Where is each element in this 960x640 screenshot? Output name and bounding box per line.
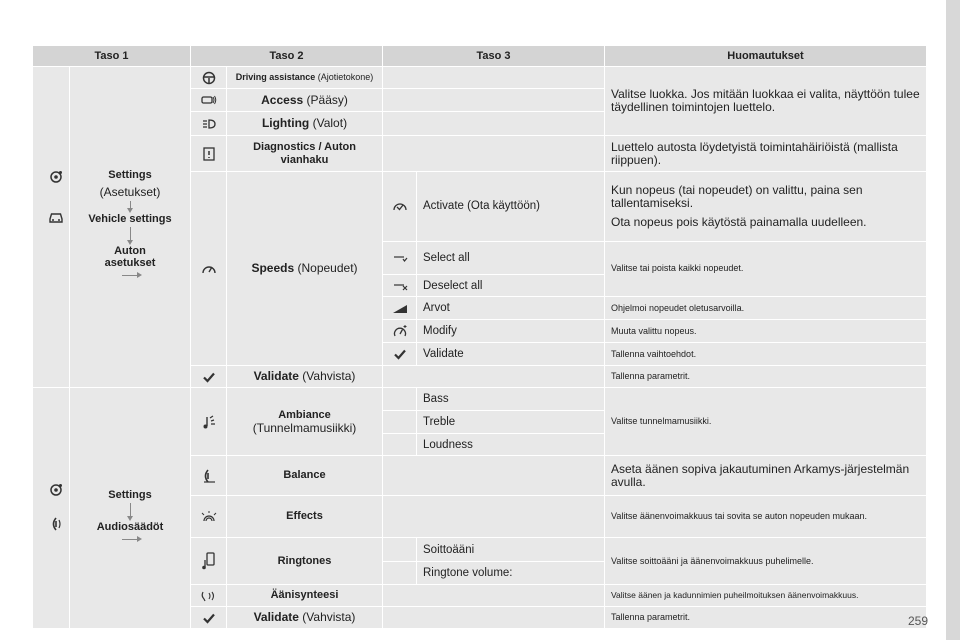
group2-path-cell: [70, 388, 191, 629]
page-edge-strip: [946, 0, 960, 640]
balance-label: Balance: [283, 469, 326, 481]
empty-cell: [383, 112, 605, 136]
note-categories: Valitse luokka. Jos mitään luokkaa ei valita, näyttöön tulee täydellinen toimintojen luettelo.: [605, 67, 927, 136]
arvot-icon-cell: [383, 297, 417, 320]
audiosaadot-label: Audiosäädöt: [96, 520, 164, 533]
modify-speed-icon: [392, 324, 408, 338]
gear-icon: [48, 482, 64, 498]
select-all-icon-cell: [383, 241, 417, 275]
note-arvot: Ohjelmoi nopeudet oletusarvoilla.: [605, 297, 927, 320]
note-modify: Muuta valittu nopeus.: [605, 320, 927, 343]
note-validate: Tallenna parametrit.: [605, 366, 927, 388]
driving-assistance-label: Driving assistance: [235, 72, 316, 82]
music-ambiance-icon: [201, 414, 217, 430]
access-fi: (Pääsy): [306, 92, 348, 107]
activate-label: Activate (Ota käyttöön): [417, 172, 605, 242]
ringtones-label: Ringtones: [277, 554, 332, 567]
group1-settings-fi: (Asetukset): [99, 184, 161, 199]
ambiance-fi: (Tunnelmamusiikki): [252, 421, 357, 435]
lighting-icon-cell: [191, 112, 227, 136]
validate-label: Validate: [253, 369, 299, 383]
note-effects: Valitse äänenvoimakkuus tai sovita se auton nopeuden mukaan.: [605, 496, 927, 538]
note-ambiance: Valitse tunnelmamusiikki.: [605, 388, 927, 456]
note-select: Valitse tai poista kaikki nopeudet.: [605, 241, 927, 297]
speech-synthesis-icon: [200, 590, 218, 602]
validate-cell: [227, 607, 383, 629]
settings-menu-table: [32, 45, 927, 629]
empty-cell: [383, 562, 417, 585]
loudness-label: Loudness: [417, 434, 605, 456]
header-notes: Huomautukset: [605, 46, 927, 67]
table-header-row: [33, 46, 927, 67]
speeds-label: Speeds: [251, 261, 295, 275]
note-activate-2: Ota nopeus pois käytöstä painamalla uudelleen.: [611, 214, 867, 229]
ringtones-cell: [227, 538, 383, 585]
speedometer-check-icon: [392, 199, 408, 213]
validate-fi: (Vahvista): [302, 610, 356, 624]
lighting-fi: (Valot): [312, 116, 348, 130]
validate-fi: (Vahvista): [302, 369, 356, 383]
note-diagnostics: Luettelo autosta löydetyistä toimintahäiriöistä (mallista riippuen).: [605, 136, 927, 172]
note-validate3: Tallenna vaihtoehdot.: [605, 343, 927, 366]
diagnostics-icon: [202, 147, 216, 161]
validate3-label: Validate: [417, 343, 605, 366]
deselect-all-label: Deselect all: [417, 275, 605, 297]
diagnostics-icon-cell: [191, 136, 227, 172]
diagnostics-label: Diagnostics / Auton vianhaku: [227, 136, 383, 172]
driving-assistance-cell: [227, 67, 383, 89]
empty-cell: [383, 585, 605, 607]
arrow-right-icon: [122, 539, 138, 540]
group1-settings-label: Settings: [108, 168, 152, 181]
ambiance-cell: [227, 388, 383, 456]
select-all-label: Select all: [417, 241, 605, 275]
driving-assistance-fi: (Ajotietokone): [317, 72, 374, 82]
checkmark-icon: [203, 612, 215, 624]
page-number: 259: [908, 614, 929, 628]
default-values-icon: [392, 302, 408, 314]
effects-icon-cell: [191, 496, 227, 538]
balance-cell: [227, 456, 383, 496]
empty-cell: [383, 89, 605, 112]
gear-icon: [48, 169, 64, 185]
speedometer-icon: [201, 262, 217, 276]
validate-icon-cell: [191, 366, 227, 388]
table-row: [33, 67, 927, 89]
ringtone-icon: [201, 552, 217, 570]
audio-settings-icon: [49, 516, 63, 532]
sound-effects-icon: [201, 510, 217, 524]
group2-settings-label: Settings: [108, 488, 152, 501]
empty-cell: [383, 538, 417, 562]
empty-cell: [383, 388, 417, 411]
note-balance: Aseta äänen sopiva jakautuminen Arkamys-järjestelmän avulla.: [605, 456, 927, 496]
activate-icon-cell: [383, 172, 417, 242]
soittoaani-label: Soittoääni: [417, 538, 605, 562]
aanisynteesi-icon-cell: [191, 585, 227, 607]
bass-label: Bass: [417, 388, 605, 411]
access-cell: [227, 89, 383, 112]
ambiance-icon-cell: [191, 388, 227, 456]
key-fob-icon: [201, 94, 217, 106]
group1-icons-cell: [33, 67, 70, 388]
note-aanisynteesi: Valitse äänen ja kadunnimien puheilmoituksen äänenvoimakkuus.: [605, 585, 927, 607]
arrow-down-icon: [130, 227, 131, 241]
header-level3: Taso 3: [383, 46, 605, 67]
balance-icon-cell: [191, 456, 227, 496]
checkmark-icon: [394, 348, 406, 360]
deselect-all-icon: [392, 281, 408, 291]
checkmark-icon: [203, 371, 215, 383]
speeds-icon-cell: [191, 172, 227, 366]
note-activate-1: Kun nopeus (tai nopeudet) on valittu, paina sen tallentamiseksi.: [611, 182, 863, 210]
empty-cell: [383, 67, 605, 89]
validate3-icon-cell: [383, 343, 417, 366]
ambiance-label: Ambiance: [278, 409, 331, 421]
headlight-icon: [201, 118, 217, 130]
access-icon-cell: [191, 89, 227, 112]
validate-icon-cell: [191, 607, 227, 629]
vehicle-settings-label: Vehicle settings: [88, 212, 172, 225]
modify-label: Modify: [417, 320, 605, 343]
note-activate-cell: [605, 172, 927, 242]
deselect-all-icon-cell: [383, 275, 417, 297]
empty-cell: [383, 496, 605, 538]
group1-path-cell: [70, 67, 191, 388]
arrow-right-icon: [122, 275, 138, 276]
empty-cell: [383, 366, 605, 388]
group2-icons-cell: [33, 388, 70, 629]
table-row: [33, 388, 927, 411]
validate-label: Validate: [253, 610, 299, 624]
car-icon: [48, 210, 64, 224]
ringtones-icon-cell: [191, 538, 227, 585]
treble-label: Treble: [417, 411, 605, 434]
modify-icon-cell: [383, 320, 417, 343]
auton-asetukset-label: Auton asetukset: [104, 244, 156, 269]
steering-wheel-icon: [202, 71, 216, 85]
steering-icon-cell: [191, 67, 227, 89]
aanisynteesi-cell: [227, 585, 383, 607]
ringtone-volume-label: Ringtone volume:: [417, 562, 605, 585]
header-level1: Taso 1: [33, 46, 191, 67]
arvot-label: Arvot: [417, 297, 605, 320]
empty-cell: [383, 607, 605, 629]
effects-cell: [227, 496, 383, 538]
empty-cell: [383, 136, 605, 172]
arrow-down-icon: [130, 503, 131, 517]
lighting-cell: [227, 112, 383, 136]
header-level2: Taso 2: [191, 46, 383, 67]
select-all-icon: [392, 253, 408, 263]
aanisynteesi-label: Äänisynteesi: [270, 589, 339, 601]
lighting-label: Lighting: [261, 116, 310, 130]
effects-label: Effects: [286, 510, 323, 522]
access-label: Access: [261, 92, 304, 107]
empty-cell: [383, 456, 605, 496]
balance-icon: [201, 468, 217, 484]
empty-cell: [383, 434, 417, 456]
note-validate: Tallenna parametrit.: [605, 607, 927, 629]
empty-cell: [383, 411, 417, 434]
speeds-cell: [227, 172, 383, 366]
arrow-down-icon: [130, 201, 131, 209]
validate-cell: [227, 366, 383, 388]
speeds-fi: (Nopeudet): [297, 261, 358, 275]
note-ringtones: Valitse soittoääni ja äänenvoimakkuus puhelimelle.: [605, 538, 927, 585]
